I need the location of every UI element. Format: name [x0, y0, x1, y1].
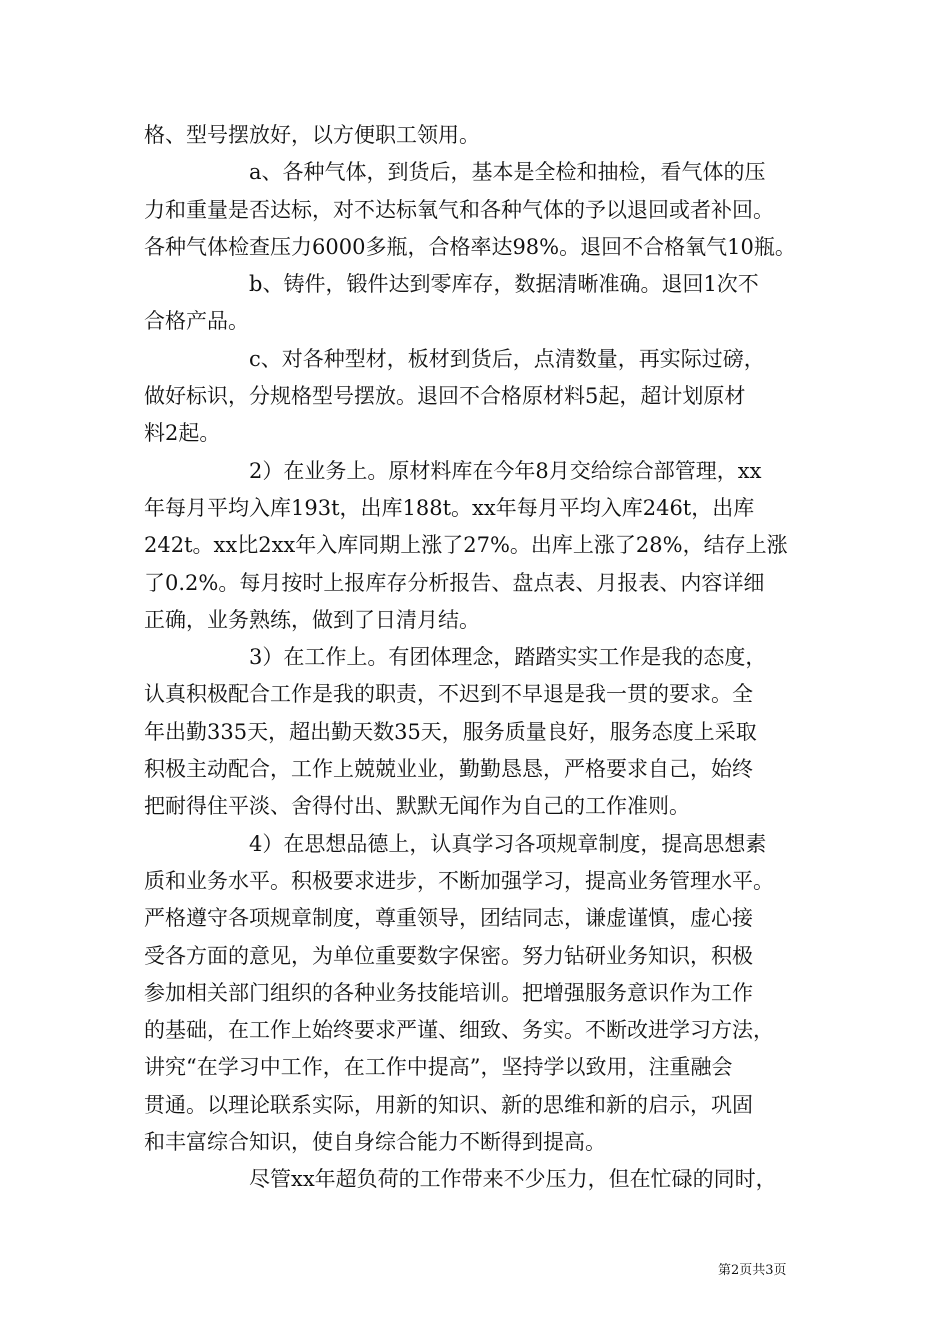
- text-line: 参加相关部门组织的各种业务技能培训。把增强服务意识作为工作: [144, 980, 753, 1005]
- text-line: 讲究“在学习中工作，在工作中提高”，坚持学以致用，注重融会: [144, 1055, 733, 1080]
- text-line: 认真积极配合工作是我的职责，不迟到不早退是我一贯的要求。全: [144, 682, 753, 707]
- text-line: 积极主动配合，工作上兢兢业业，勤勤恳恳，严格要求自己，始终: [144, 757, 753, 782]
- text-line: 合格产品。: [144, 309, 249, 334]
- text-line: 做好标识，分规格型号摆放。退回不合格原材料5起，超计划原材: [144, 384, 746, 409]
- text-line: 受各方面的意见，为单位重要数字保密。努力钻研业务知识，积极: [144, 943, 753, 968]
- paragraph-first-line: 4）在思想品德上，认真学习各项规章制度，提高思想素: [249, 831, 767, 856]
- paragraph-first-line: b、铸件，锻件达到零库存，数据清晰准确。退回1次不: [249, 272, 759, 297]
- paragraph-first-line: 尽管xx年超负荷的工作带来不少压力，但在忙碌的同时，: [249, 1167, 777, 1192]
- text-line: 格、型号摆放好，以方便职工领用。: [144, 123, 480, 147]
- text-line: 把耐得住平淡、舍得付出、默默无闻作为自己的工作准则。: [144, 794, 690, 819]
- text-line: 正确，业务熟练，做到了日清月结。: [144, 607, 480, 632]
- text-line: 质和业务水平。积极要求进步，不断加强学习，提高业务管理水平。: [144, 868, 774, 893]
- paragraph-first-line: a、各种气体，到货后，基本是全检和抽检，看气体的压: [249, 160, 766, 185]
- page-footer: 第2页共3页: [718, 1263, 787, 1278]
- text-line: 严格遵守各项规章制度，尊重领导，团结同志，谦虚谨慎，虚心接: [144, 906, 753, 931]
- text-line: 力和重量是否达标，对不达标氧气和各种气体的予以退回或者补回。: [144, 197, 774, 222]
- text-line: 各种气体检查压力6000多瓶，合格率达98%。退回不合格氧气10瓶。: [144, 234, 796, 259]
- text-line: 了0.2%。每月按时上报库存分析报告、盘点表、月报表、内容详细: [144, 570, 765, 595]
- paragraph-first-line: c、对各种型材，板材到货后，点清数量，再实际过磅，: [249, 346, 765, 371]
- text-line: 年每月平均入库193t，出库188t。xx年每月平均入库246t，出库: [144, 495, 755, 520]
- text-line: 242t。xx比2xx年入库同期上涨了27%。出库上涨了28%，结存上涨: [144, 533, 788, 558]
- text-line: 和丰富综合知识，使自身综合能力不断得到提高。: [144, 1130, 606, 1155]
- text-line: 贯通。以理论联系实际，用新的知识、新的思维和新的启示，巩固: [144, 1092, 753, 1117]
- text-line: 年出勤335天，超出勤天数35天，服务质量良好，服务态度上采取: [144, 719, 757, 744]
- document-body: [144, 117, 826, 1199]
- paragraph-first-line: 3）在工作上。有团体理念，踏踏实实工作是我的态度，: [249, 645, 767, 670]
- paragraph-first-line: 2）在业务上。原材料库在今年8月交给综合部管理，xx: [249, 458, 762, 483]
- text-line: 的基础，在工作上始终要求严谨、细致、务实。不断改进学习方法，: [144, 1018, 774, 1043]
- text-line: 料2起。: [144, 421, 221, 446]
